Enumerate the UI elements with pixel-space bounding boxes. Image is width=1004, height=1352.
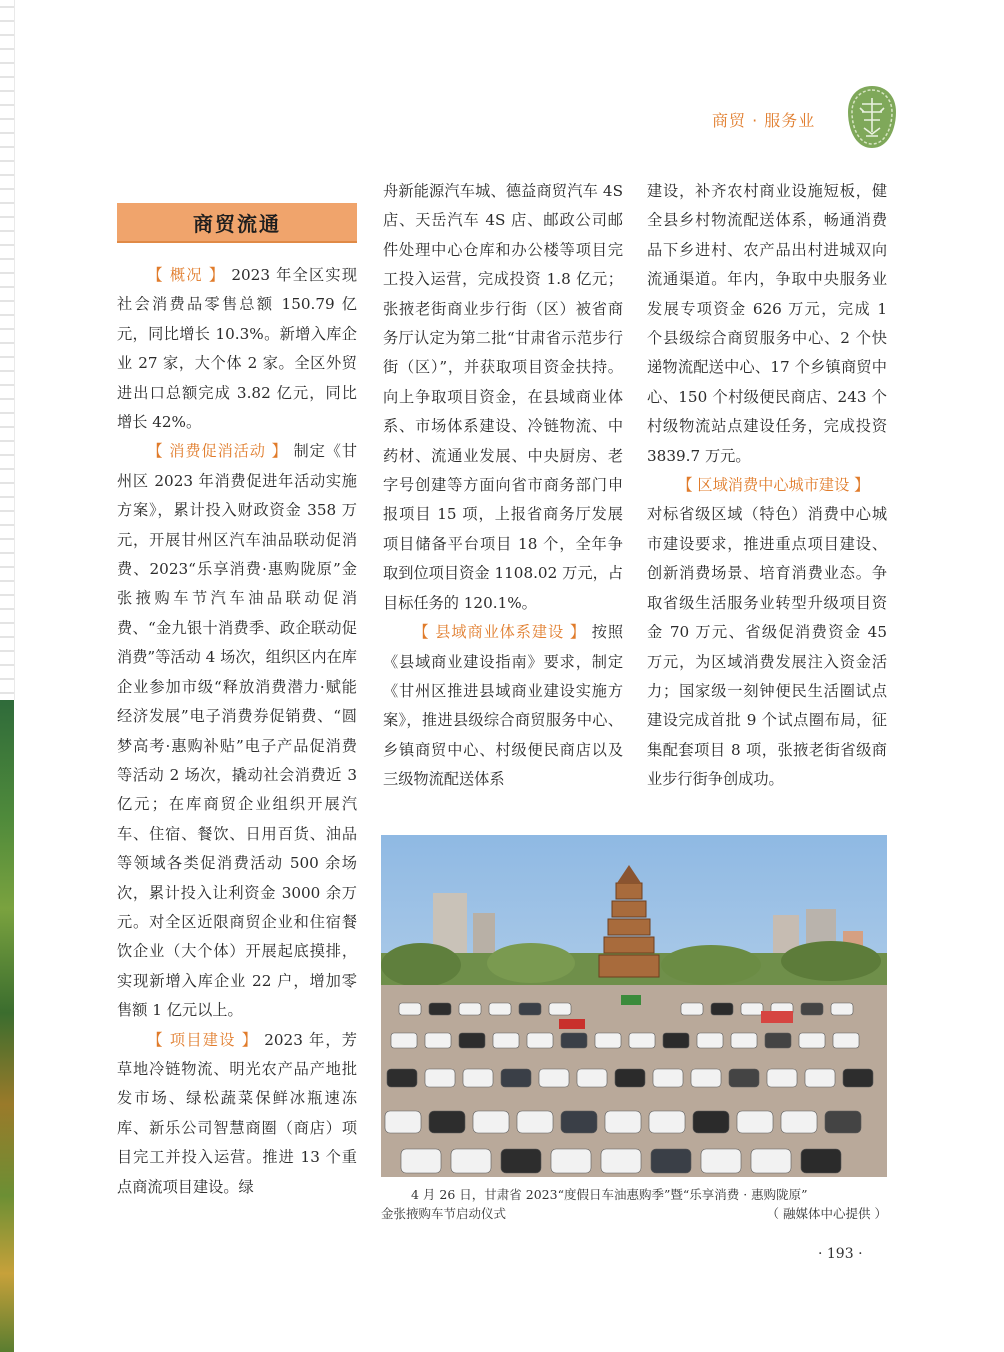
paragraph-consumption-promotion — [117, 437, 357, 1025]
paragraph-project-construction-cont — [383, 177, 623, 618]
seal-emblem-icon — [846, 84, 898, 150]
text-overview: 2023 年全区实现社会消费品零售总额 150.79 亿元，同比增长 10.3%。新增入库企业 27 家，大个体 2 家。全区外贸进出口总额完成 3.82 亿元，同比增长 42%。 — [117, 266, 358, 432]
heading-regional-center: 【 区域消费中心城市建设 】 — [677, 476, 870, 495]
car-show-illustration — [381, 835, 887, 1177]
heading-consumption-promotion: 【 消费促消活动 】 — [147, 442, 288, 461]
running-header: 商贸 · 服务业 — [712, 111, 816, 130]
text-county-commerce-1: 按照《县域商业建设指南》要求，制定《甘州区推进县域商业建设实施方案》，推进县级综合商贸服务中心、乡镇商贸中心、村级便民商店以及三级物流配送体系 — [383, 623, 624, 789]
heading-overview: 【 概况 】 — [147, 266, 226, 284]
photo-credit: （ 融媒体中心提供 ） — [766, 1206, 887, 1221]
section-title: 商贸流通 — [117, 203, 357, 243]
paragraph-regional-center-body — [647, 500, 887, 794]
caption-line-2: 金张掖购车节启动仪式 — [381, 1206, 507, 1221]
paragraph-project-construction — [117, 1026, 357, 1202]
heading-project-construction: 【 项目建设 】 — [147, 1030, 259, 1049]
event-photo — [381, 835, 887, 1177]
paragraph-overview — [117, 261, 357, 437]
heading-county-commerce: 【 县域商业体系建设 】 — [413, 623, 586, 642]
paragraph-regional-center — [647, 471, 887, 500]
text-consumption-promotion: 制定《甘州区 2023 年消费促进年活动实施方案》，累计投入财政资金 358 万元，开展甘州区汽车油品联动促消费、2023“乐享消费·惠购陇原”金张掖购车节汽车油品联动促消费、“金九银十消费季、政企联动促消费”等活动 4 场次，组织区内在库企业参加市级“释放消费潜力·赋能经济发展”电子消费券促销费、“圆梦高考·惠购补贴”电子产品促消费等活动 2 场次，撬动社会消费近 3 亿元；在库商贸企业组织开展汽车、住宿、餐饮、日用百货、油品等领域各类促消费活动 500 余场次，累计投入让利资金 3000 余万元。对全区近限商贸企业和住宿餐饮企业（大个体）开展起底摸排，实现新增入库企业 22 户，增加零售额 1 亿元以上。 — [117, 442, 358, 1020]
page-number: · 193 · — [818, 1246, 863, 1262]
text-regional-center: 对标省级区域（特色）消费中心城市建设要求，推进重点项目建设、创新消费场景、培育消费业态。争取省级生活服务业转型升级项目资金 70 万元、省级促消费资金 45 万元，为区域消费发展注入资金活力；国家级一刻钟便民生活圈试点建设完成首批 9 个试点圈布局，征集配套项目 8 项，张掖老街省级商业步行街争创成功。 — [647, 505, 887, 789]
photo-caption — [381, 1185, 887, 1223]
decorative-photo-strip — [0, 700, 14, 1352]
decorative-left-border — [0, 0, 15, 700]
text-column-3 — [647, 177, 887, 795]
paragraph-county-commerce-cont — [647, 177, 887, 471]
text-column-2 — [383, 177, 623, 795]
text-column-1 — [117, 261, 357, 1202]
text-project-construction-1: 2023 年，芳草地冷链物流、明光农产品产地批发市场、绿松蔬菜保鲜冰瓶速冻库、新乐公司智慧商圈（商店）项目完工并投入运营。推进 13 个重点商流项目建设。绿 — [117, 1030, 357, 1196]
text-county-commerce-2: 建设，补齐农村商业设施短板，健全县乡村物流配送体系，畅通消费品下乡进村、农产品出村进城双向流通渠道。年内，争取中央服务业发展专项资金 626 万元，完成 1 个县级综合商贸服务中心、2 个快递物流配送中心、17 个乡镇商贸中心、150 个村级便民商店、243 个村级物流站点建设任务，完成投资 3839.7 万元。 — [647, 182, 887, 465]
text-project-construction-2: 舟新能源汽车城、德益商贸汽车 4S 店、天岳汽车 4S 店、邮政公司邮件处理中心仓库和办公楼等项目完工投入运营，完成投资 1.8 亿元；张掖老街商业步行街（区）被省商务厅认定为第二批“甘肃省示范步行街（区）”，并获取项目资金扶持。向上争取项目资金，在县域商业体系、市场体系建设、冷链物流、中药材、流通业发展、中央厨房、老字号创建等方面向省市商务部门申报项目 15 项，上报省商务厅发展项目储备平台项目 18 个，全年争取到位项目资金 1108.02 万元，占目标任务的 120.1%。 — [383, 182, 623, 612]
paragraph-county-commerce — [383, 618, 623, 794]
caption-line-1: 4 月 26 日，甘肃省 2023“度假日车油惠购季”暨“乐享消费 · 惠购陇原” — [411, 1187, 808, 1202]
